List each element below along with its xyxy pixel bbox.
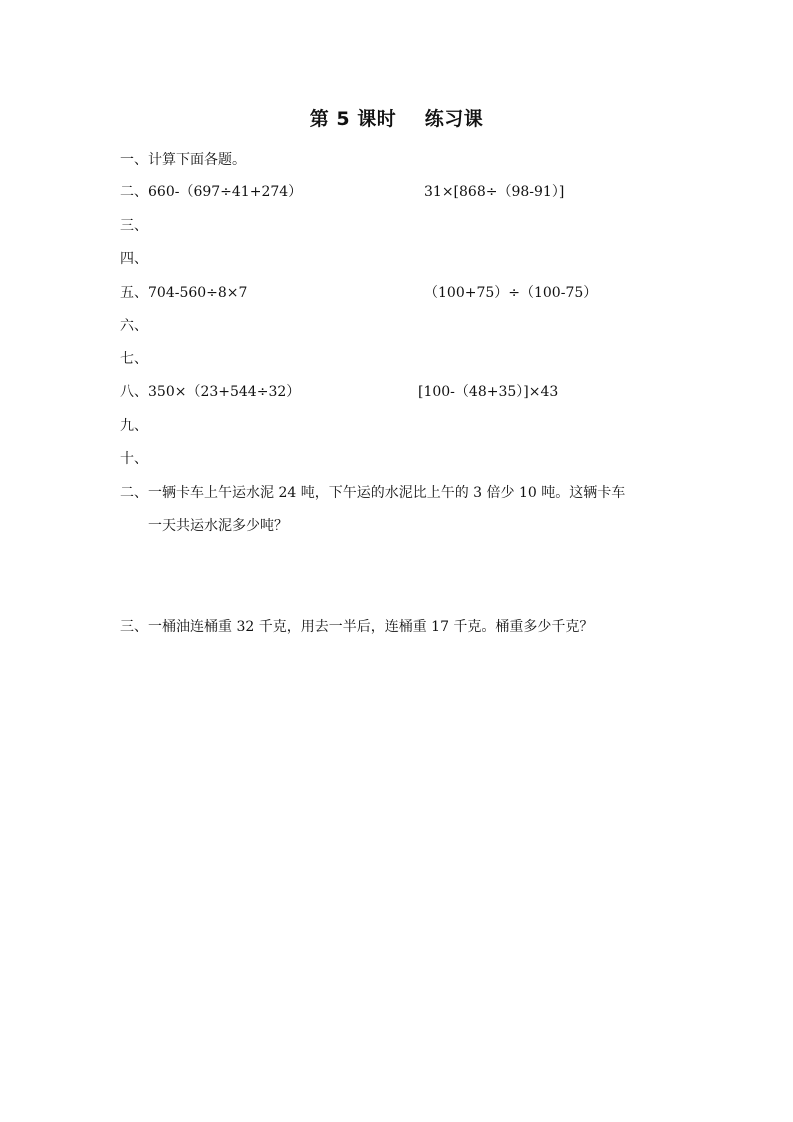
calc-item-7: 七、 bbox=[120, 351, 148, 367]
word-problem-3: 三、一桶油连桶重 32 千克，用去一半后，连桶重 17 千克。桶重多少千克？ bbox=[120, 619, 594, 635]
section-heading-calculation: 一、计算下面各题。 bbox=[120, 152, 246, 168]
calc-item-10: 十、 bbox=[120, 451, 148, 467]
calc-expression-right: 31×[868÷（98-91）] bbox=[424, 184, 565, 200]
calc-item-8 bbox=[120, 382, 300, 402]
page-title: 第 5 课时 练习课 bbox=[309, 108, 484, 130]
calc-item-5 bbox=[120, 283, 247, 303]
word-problem-2-line-1: 二、一辆卡车上午运水泥 24 吨，下午运的水泥比上午的 3 倍少 10 吨。这辆卡车 bbox=[120, 485, 626, 501]
calc-item-label: 五、 bbox=[120, 285, 148, 301]
calc-expression-right: [100-（48+35）]×43 bbox=[418, 384, 559, 400]
calc-item-4: 四、 bbox=[120, 251, 148, 267]
calc-item-3: 三、 bbox=[120, 218, 148, 234]
calc-item-label: 二、 bbox=[120, 184, 148, 200]
calc-expression-left: 350×（23+544÷32） bbox=[148, 384, 301, 400]
calc-expression-left: 660-（697÷41+274） bbox=[148, 184, 303, 200]
calc-expression-right: （100+75）÷（100-75） bbox=[424, 285, 598, 301]
calc-item-2 bbox=[120, 182, 302, 202]
calc-expression-left: 704-560÷8×7 bbox=[148, 285, 248, 301]
calc-item-6: 六、 bbox=[120, 318, 148, 334]
calc-item-label: 八、 bbox=[120, 384, 148, 400]
word-problem-2-line-2: 一天共运水泥多少吨？ bbox=[148, 518, 288, 534]
calc-item-9: 九、 bbox=[120, 418, 148, 434]
